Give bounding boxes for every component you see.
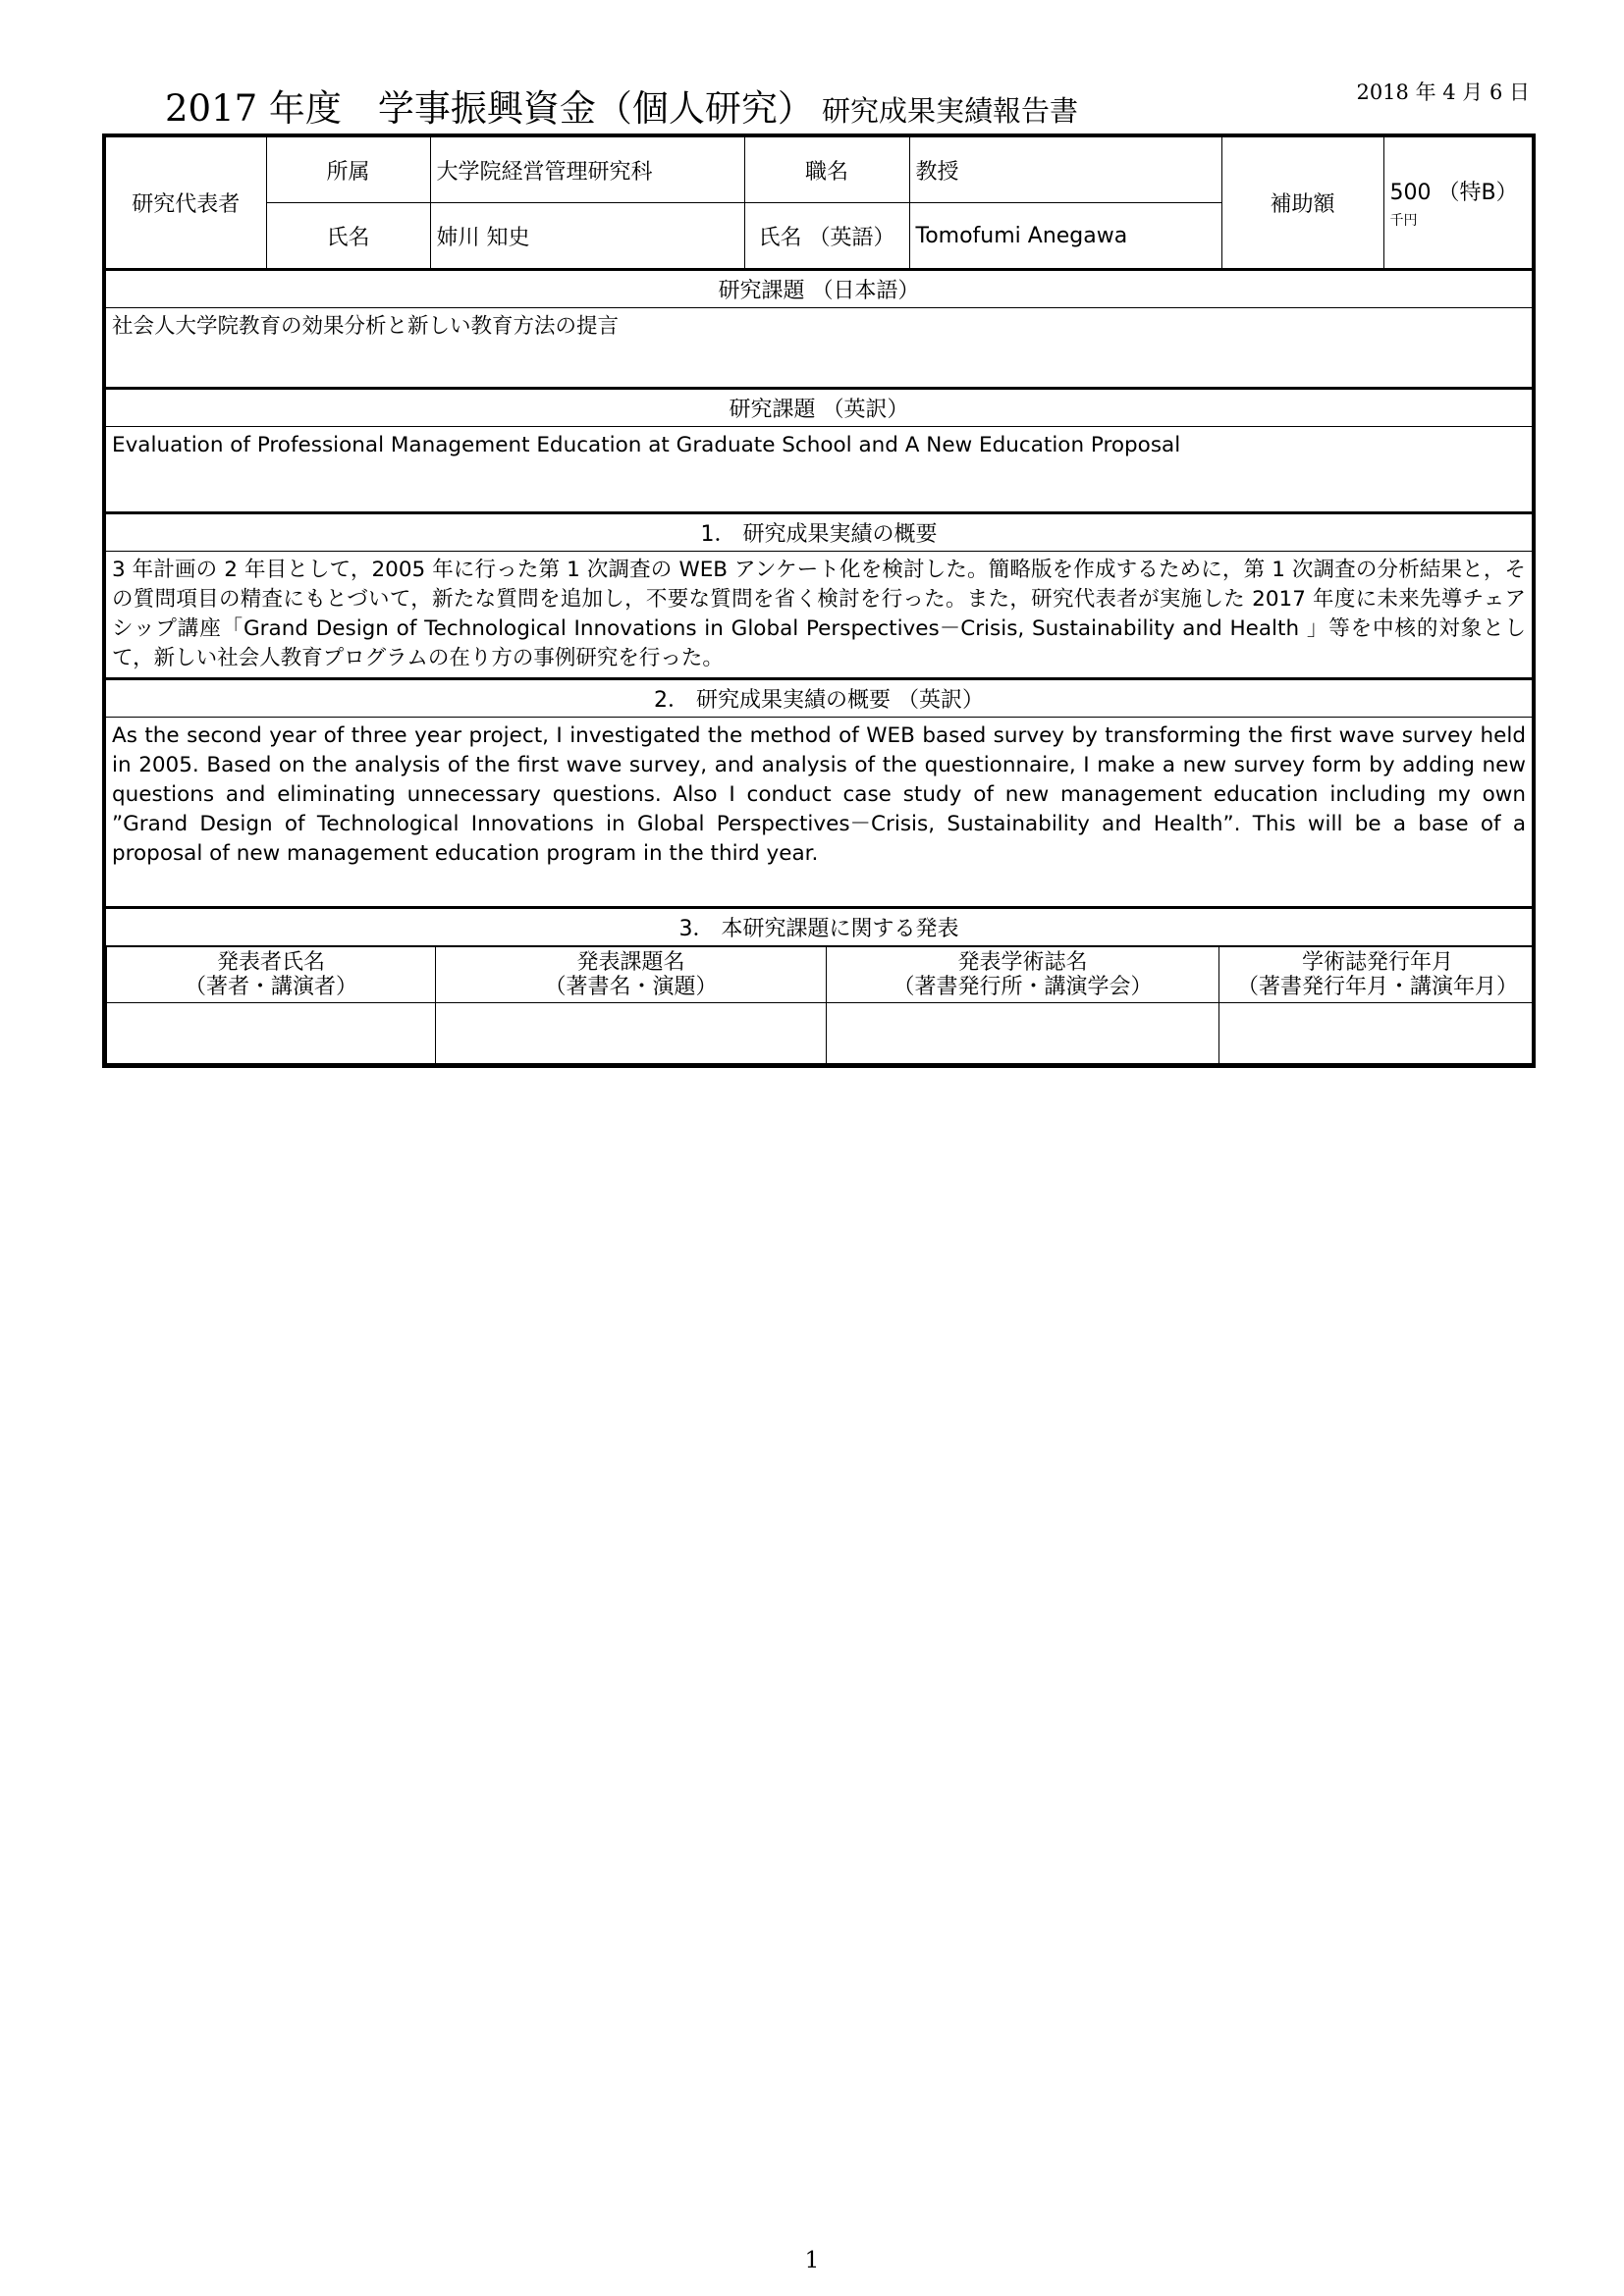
summary-ja-header: 1． 研究成果実績の概要 xyxy=(104,513,1534,552)
cell-date xyxy=(1219,1003,1535,1064)
report-date: 2018 年 4 月 6 日 xyxy=(1356,80,1530,104)
publications-container xyxy=(104,946,1534,1067)
publications-table xyxy=(106,946,1534,1064)
name-en-value: Tomofumi Anegawa xyxy=(909,203,1221,270)
title-main: 2017 年度 学事振興資金（個人研究） xyxy=(165,87,814,130)
title-ja-header: 研究課題 （日本語） xyxy=(104,270,1534,308)
column-header-journal: 発表学術誌名 （著書発行所・講演学会） xyxy=(827,947,1219,1003)
report-form xyxy=(102,133,1536,1068)
affiliation-value: 大学院経営管理研究科 xyxy=(430,135,744,203)
position-label: 職名 xyxy=(744,135,909,203)
cell-topic xyxy=(436,1003,827,1064)
summary-ja-body: 3 年計画の 2 年目として，2005 年に行った第 1 次調査の WEB アンケート化を検討した。簡略版を作成するために，第 1 次調査の分析結果と，その質問項目の精査にもとづいて，新たな質問を追加し，不要な質問を省く検討を行った。また，研究代表者が実施した 2017 年度に未来先導チェアシップ講座「Grand Design of Technological Innovations in Global Perspectives－Crisis, Sustainability and Health 」等を中核的対象として，新しい社会人教育プログラムの在り方の事例研究を行った。 xyxy=(104,552,1534,679)
grant-amount xyxy=(1383,135,1534,270)
name-en-label: 氏名 （英語） xyxy=(744,203,909,270)
publications-header: 3． 本研究課題に関する発表 xyxy=(104,908,1534,946)
affiliation-label: 所属 xyxy=(266,135,430,203)
grant-unit: 千円 xyxy=(1389,212,1418,229)
table-row xyxy=(107,1003,1535,1064)
summary-en-body: As the second year of three year project, I investigated the method of WEB based survey by transforming the first wave survey held in 2005. Based on the analysis of the first wave survey, and analysis of the questionnaire, I make a new survey form by adding new questions and eliminating unnecessary questions. Also I conduct case study of new management education including my own ”Grand Design of Technological Innovations in Global Perspectives－Crisis, Sustainability and Health”. This will be a base of a proposal of new management education program in the third year. xyxy=(104,718,1534,908)
representative-label: 研究代表者 xyxy=(104,135,266,270)
position-value: 教授 xyxy=(909,135,1221,203)
cell-journal xyxy=(827,1003,1219,1064)
title-ja-body: 社会人大学院教育の効果分析と新しい教育方法の提言 xyxy=(104,308,1534,389)
document-title xyxy=(165,79,1078,132)
title-en-header: 研究課題 （英訳） xyxy=(104,389,1534,427)
cell-presenter xyxy=(107,1003,436,1064)
name-value: 姉川 知史 xyxy=(430,203,744,270)
column-header-date: 学術誌発行年月 （著書発行年月・講演年月） xyxy=(1219,947,1535,1003)
page-number: 1 xyxy=(804,2248,820,2273)
summary-en-header: 2． 研究成果実績の概要 （英訳） xyxy=(104,679,1534,718)
column-header-topic: 発表課題名 （著書名・演題） xyxy=(436,947,827,1003)
grant-label: 補助額 xyxy=(1221,135,1383,270)
title-en-body: Evaluation of Professional Management Education at Graduate School and A New Education Proposal xyxy=(104,427,1534,513)
column-header-presenter: 発表者氏名 （著者・講演者） xyxy=(107,947,436,1003)
publications-header-row xyxy=(107,947,1535,1003)
grant-amount-value: 500 （特B） xyxy=(1389,180,1518,205)
name-label: 氏名 xyxy=(266,203,430,270)
title-sub: 研究成果実績報告書 xyxy=(821,94,1078,128)
